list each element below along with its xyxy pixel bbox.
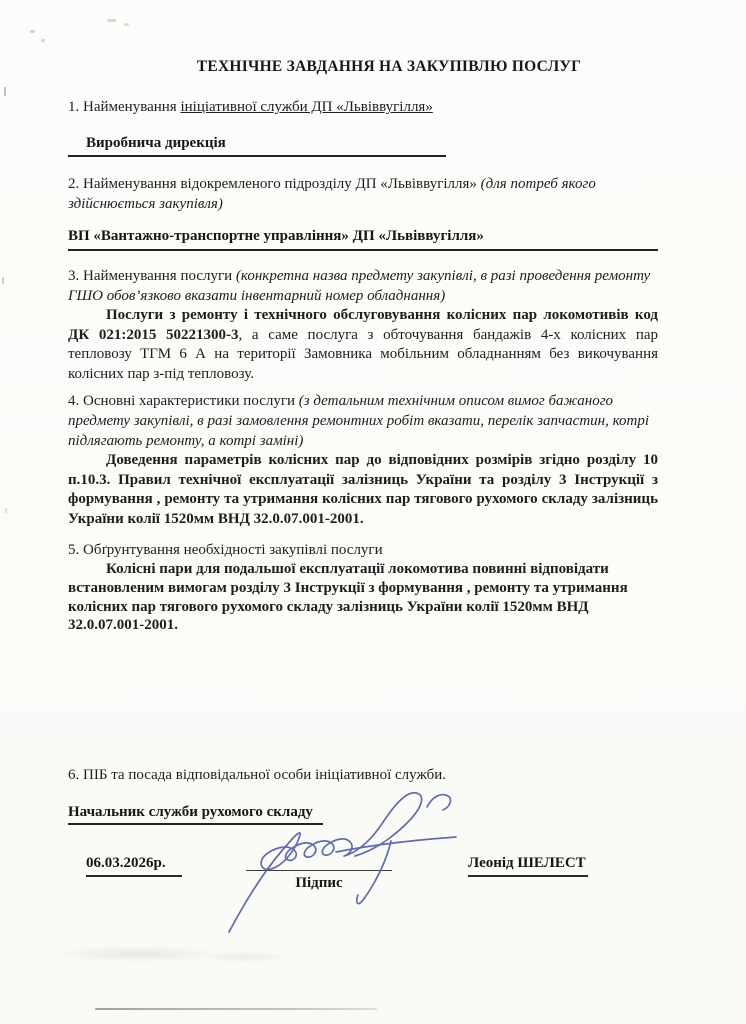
section-1-underlined: ініціативної служби ДП «Львіввугілля» [180,99,433,115]
scan-smudge [200,952,290,962]
scan-edge-tick [4,87,6,96]
scan-speck [41,39,45,42]
signature-caption: Підпис [295,875,343,892]
section-1-answer: Виробнича дирекція [68,133,446,157]
section-4-note: (з детальним технічним описом вимог бажаного предмету закупівлі, в разі замовлення ремонтних робіт вказати, перелік запчастин, котрі підлягають ремонту, а котрі заміні) [68,393,650,449]
signature-line [246,870,392,871]
section-4-label [68,391,658,451]
section-2-note: (для потреб якого здійснюється закупівля) [68,176,596,212]
scan-edge-line [95,1008,377,1010]
position-title: Начальник служби рухомого складу [68,802,323,825]
scan-speck [30,30,35,33]
position-title-row [68,802,658,825]
signature-date: 06.03.2026р. [86,853,182,877]
section-5-label: 5. Обґрунтування необхідності закупівлі послуги [68,542,383,558]
scan-speck [124,23,129,26]
scan-smudge [55,946,220,962]
scan-speck [107,19,116,22]
document-title [94,56,684,78]
section-3-answer-bold: Послуги з ремонту і технічного обслуговування колісних пар локомотивів код ДК 021:2015 50221300-3 [68,307,658,343]
section-2-answer-row [68,226,658,251]
section-2-answer: ВП «Вантажно-транспортне управління» ДП «Львіввугілля» [68,226,658,251]
section-2-label [68,174,658,214]
document-content [68,56,658,923]
section-1-answer-row [68,133,658,157]
section-2-prefix: 2. Найменування відокремленого підрозділу ДП «Львіввугілля» [68,176,481,192]
section-4-answer: Доведення параметрів колісних пар до відповідних розмірів згідно розділу 10 п.10.3. Правил технічної експлуатації залізниць України та розділу 3 Інструкції з формування , ремонту та утримання колісних пар тягового рухомого складу залізниць України колії 1520мм ВНД 32.0.07.001-2001. [68,452,658,527]
document-title-text: ТЕХНІЧНЕ ЗАВДАННЯ НА ЗАКУПІВЛЮ ПОСЛУГ [196,58,582,75]
scan-edge-tick [5,508,7,513]
section-5-answer: Колісні пари для подальшої експлуатації локомотива повинні відповідати встановленим вимогам розділу 3 Інструкції з формування , ремонту та утримання колісних пар тягового рухомого складу залізниць України колії 1520мм ВНД 32.0.07.001-2001. [68,561,628,634]
signatory-name: Леонід ШЕЛЕСТ [468,853,588,877]
section-3-answer [68,306,658,384]
section-1-label [68,97,658,117]
signature-row [68,853,658,923]
section-4-prefix: 4. Основні характеристики послуги [68,393,299,409]
section-1-prefix: 1. Найменування [68,99,181,115]
section-6-label: 6. ПІБ та посада відповідальної особи ініціативної служби. [68,767,447,784]
section-3-note: (конкретна назва предмету закупівлі, в разі проведення ремонту ГШО обов’язково вказати інвентарний номер обладнання) [68,268,651,304]
section-3-answer-regular: , а саме послуга з обточування бандажів 4-х колісних пар тепловозу ТГМ 6 А на території Замовника мобільним обладнанням без викочування колісних пар з-під тепловозу. [68,326,659,382]
section-3-prefix: 3. Найменування послуги [68,268,236,284]
scan-edge-tick [2,277,4,284]
section-3-label [68,266,658,306]
